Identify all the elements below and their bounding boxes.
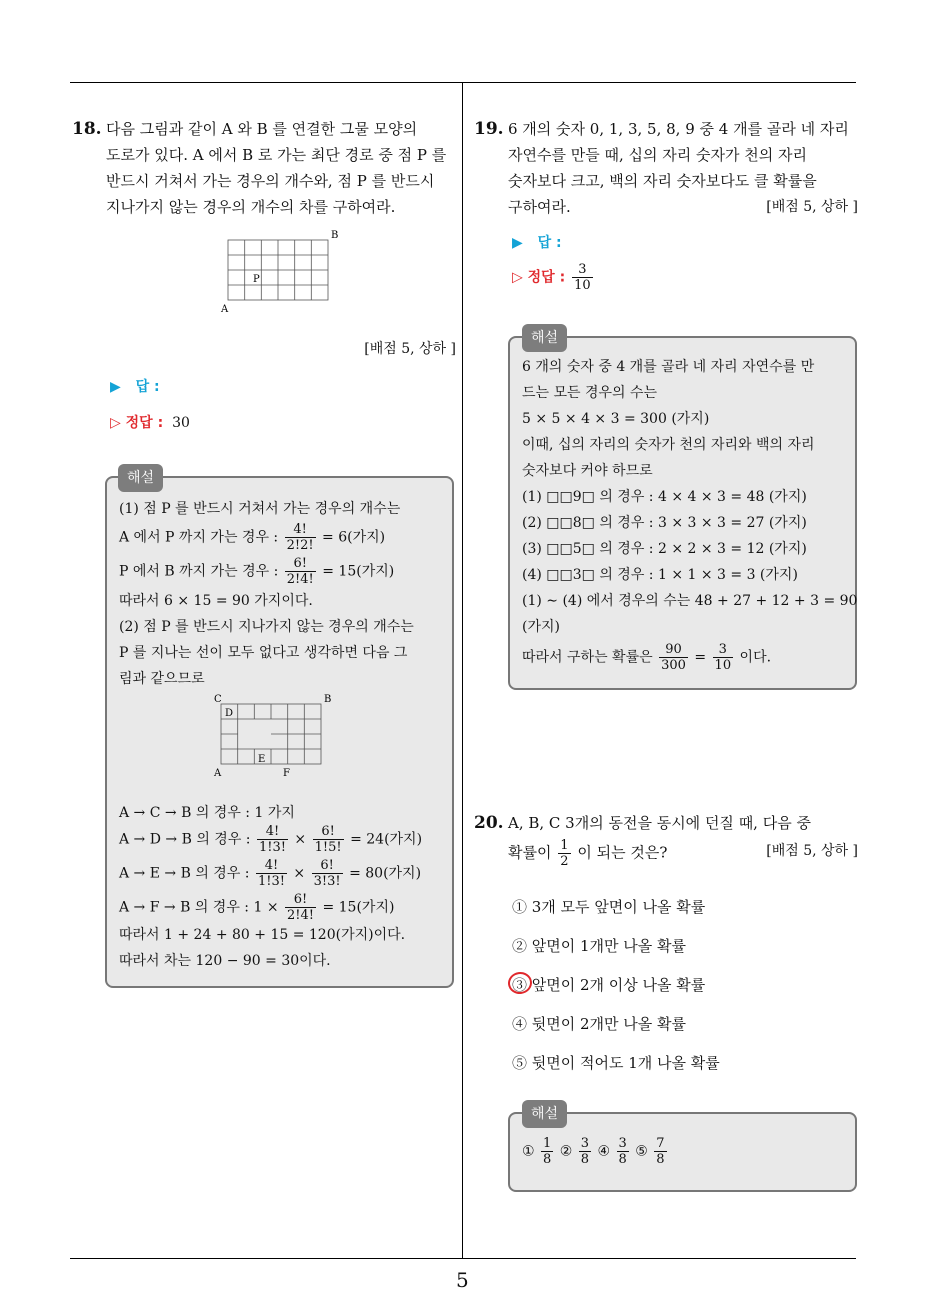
question-line: A, B, C 3개의 동전을 동시에 던질 때, 다음 중 xyxy=(508,814,811,832)
explain-line: 따라서 6 × 15 = 90 가지이다. xyxy=(119,593,313,609)
score: [배점 5, 상하 ] xyxy=(766,843,858,859)
fraction: $\frac{4!}{2!2!}$ xyxy=(286,522,314,553)
choice-5[interactable]: ⑤ 뒷면이 적어도 1개 나올 확률 xyxy=(512,1054,720,1072)
explain-line: (2) □□8□ 의 경우 : 3 × 3 × 3 = 27 (가지) xyxy=(522,515,807,531)
explain-line: 6 개의 숫자 중 4 개를 골라 네 자리 자연수를 만 xyxy=(522,359,815,375)
question-line: 6 개의 숫자 0, 1, 3, 5, 8, 9 중 4 개를 골라 네 자리 xyxy=(508,120,849,138)
explanation-tag: 해설 xyxy=(118,464,163,492)
answer-label: 답 : xyxy=(135,379,160,395)
label-c: C xyxy=(214,694,222,705)
question-line: 반드시 거쳐서 가는 경우의 개수와, 점 P 를 반드시 xyxy=(106,172,435,190)
fraction: $\frac{3}{8}$ xyxy=(580,1136,590,1167)
explain-line: (4) □□3□ 의 경우 : 1 × 1 × 3 = 3 (가지) xyxy=(522,567,798,583)
fraction: $\frac{90}{300}$ xyxy=(661,642,686,673)
explain-line: P 를 지나는 선이 모두 없다고 생각하면 다음 그 xyxy=(119,645,408,661)
bottom-rule xyxy=(70,1258,856,1259)
explain-line: 이때, 십의 자리의 숫자가 천의 자리와 백의 자리 xyxy=(522,437,815,453)
correct-label: 정답 : xyxy=(125,415,164,431)
label-b: B xyxy=(331,230,339,241)
fraction: $\frac{4!}{1!3!}$ xyxy=(257,858,285,889)
answer-line xyxy=(110,374,160,400)
question-line: 확률이 $\frac{1}{2}$ 이 되는 것은? xyxy=(508,838,668,869)
grid-figure xyxy=(218,228,348,318)
explain-line: 따라서 구하는 확률은 $\frac{90}{300}$ = $\frac{3}{10}$ 이다. xyxy=(522,642,772,673)
question-18 xyxy=(72,110,456,990)
question-line: 구하여라. xyxy=(508,198,571,216)
label-b: B xyxy=(324,694,332,705)
explanation-tag: 해설 xyxy=(522,324,567,352)
question-text xyxy=(106,116,456,220)
correct-label: 정답 : xyxy=(527,269,566,286)
explain-line: P 에서 B 까지 가는 경우 : $\frac{6!}{2!4!}$ = 15(가지) xyxy=(119,556,395,587)
explain-line: A → D → B 의 경우 : $\frac{4!}{1!3!}$ × $\frac{6!}{1!5!}$ = 24(가지) xyxy=(119,824,423,855)
play-icon: ▶ xyxy=(110,379,121,395)
explain-line: (가지) xyxy=(522,619,560,635)
answer-label: 답 : xyxy=(537,235,562,251)
label-a: A xyxy=(214,768,222,779)
question-line: 숫자보다 크고, 백의 자리 숫자보다도 클 확률을 xyxy=(508,172,817,190)
triangle-outline-icon: ▷ xyxy=(512,269,523,286)
choice-3[interactable]: ③ 앞면이 2개 이상 나올 확률 xyxy=(512,976,706,994)
label-d: D xyxy=(225,708,234,719)
correct-value: 30 xyxy=(172,415,190,431)
fraction: $\frac{6!}{2!4!}$ xyxy=(287,892,315,923)
fraction: $\frac{3}{10}$ xyxy=(714,642,732,673)
explain-line: A → C → B 의 경우 : 1 가지 xyxy=(119,805,295,821)
correct-answer-line xyxy=(512,262,595,293)
label-p: P xyxy=(253,274,260,285)
label-f: F xyxy=(283,768,290,779)
play-icon: ▶ xyxy=(512,235,523,251)
fraction: $\frac{6!}{2!4!}$ xyxy=(286,556,314,587)
question-20 xyxy=(474,806,858,1196)
explanation-box xyxy=(105,476,454,988)
answer-line xyxy=(512,230,562,256)
explain-line: 따라서 1 + 24 + 80 + 15 = 120(가지)이다. xyxy=(119,927,406,943)
question-line: 다음 그림과 같이 A 와 B 를 연결한 그물 모양의 xyxy=(106,120,418,138)
explain-line: (1) □□9□ 의 경우 : 4 × 4 × 3 = 48 (가지) xyxy=(522,489,807,505)
question-line: 자연수를 만들 때, 십의 자리 숫자가 천의 자리 xyxy=(508,146,807,164)
explain-line: A 에서 P 까지 가는 경우 : $\frac{4!}{2!2!}$ = 6(가지) xyxy=(119,522,386,553)
correct-fraction: $\frac{3}{10}$ xyxy=(574,262,591,293)
question-19 xyxy=(474,110,858,700)
explain-line: ① $\frac{1}{8}$ ② $\frac{3}{8}$ ④ $\frac{3}{8}$ ⑤ $\frac{7}{8}$ xyxy=(522,1136,665,1167)
question-number: 19. xyxy=(474,119,504,139)
fraction: $\frac{6!}{3!3!}$ xyxy=(313,858,341,889)
grid-figure-2 xyxy=(211,692,341,782)
choice-4[interactable]: ④ 뒷면이 2개만 나올 확률 xyxy=(512,1015,687,1033)
fraction: $\frac{6!}{1!5!}$ xyxy=(314,824,342,855)
explain-line: A → E → B 의 경우 : $\frac{4!}{1!3!}$ × $\frac{6!}{3!3!}$ = 80(가지) xyxy=(119,858,422,889)
choice-1[interactable]: ① 3개 모두 앞면이 나올 확률 xyxy=(512,898,706,916)
explain-line: 림과 같으므로 xyxy=(119,671,205,687)
explain-line: (1) 점 P 를 반드시 거쳐서 가는 경우의 개수는 xyxy=(119,501,401,517)
label-e: E xyxy=(258,754,266,765)
question-number: 20. xyxy=(474,813,504,833)
question-line: 도로가 있다. A 에서 B 로 가는 최단 경로 중 점 P 를 xyxy=(106,146,447,164)
fraction: $\frac{1}{8}$ xyxy=(543,1136,552,1167)
correct-answer-line xyxy=(110,410,190,436)
top-rule xyxy=(70,82,856,83)
explain-line: A → F → B 의 경우 : 1 × $\frac{6!}{2!4!}$ = 15(가지) xyxy=(119,892,395,923)
column-divider xyxy=(462,82,463,1258)
triangle-outline-icon: ▷ xyxy=(110,415,121,431)
question-line: 지나가지 않는 경우의 개수의 차를 구하여라. xyxy=(106,198,396,216)
fraction: $\frac{4!}{1!3!}$ xyxy=(258,824,286,855)
explain-line: (1) ∼ (4) 에서 경우의 수는 48 + 27 + 12 + 3 = 90 xyxy=(522,593,858,609)
fraction: $\frac{1}{2}$ xyxy=(560,838,569,869)
score: [배점 5, 상하 ] xyxy=(364,341,456,357)
explain-line: 5 × 5 × 4 × 3 = 300 (가지) xyxy=(522,411,710,427)
choice-2[interactable]: ② 앞면이 1개만 나올 확률 xyxy=(512,937,687,955)
explain-line: 드는 모든 경우의 수는 xyxy=(522,385,658,401)
fraction: $\frac{3}{8}$ xyxy=(618,1136,627,1167)
explanation-box xyxy=(508,336,857,690)
explain-line: (3) □□5□ 의 경우 : 2 × 2 × 3 = 12 (가지) xyxy=(522,541,807,557)
question-number: 18. xyxy=(72,119,102,139)
explain-line: (2) 점 P 를 반드시 지나가지 않는 경우의 개수는 xyxy=(119,619,414,635)
fraction: $\frac{7}{8}$ xyxy=(656,1136,665,1167)
score: [배점 5, 상하 ] xyxy=(766,199,858,215)
explain-line: 따라서 차는 120 − 90 = 30이다. xyxy=(119,953,331,969)
label-a: A xyxy=(221,304,229,315)
explain-line: 숫자보다 커야 하므로 xyxy=(522,463,653,479)
explanation-tag: 해설 xyxy=(522,1100,567,1128)
page-number: 5 xyxy=(456,1268,469,1292)
